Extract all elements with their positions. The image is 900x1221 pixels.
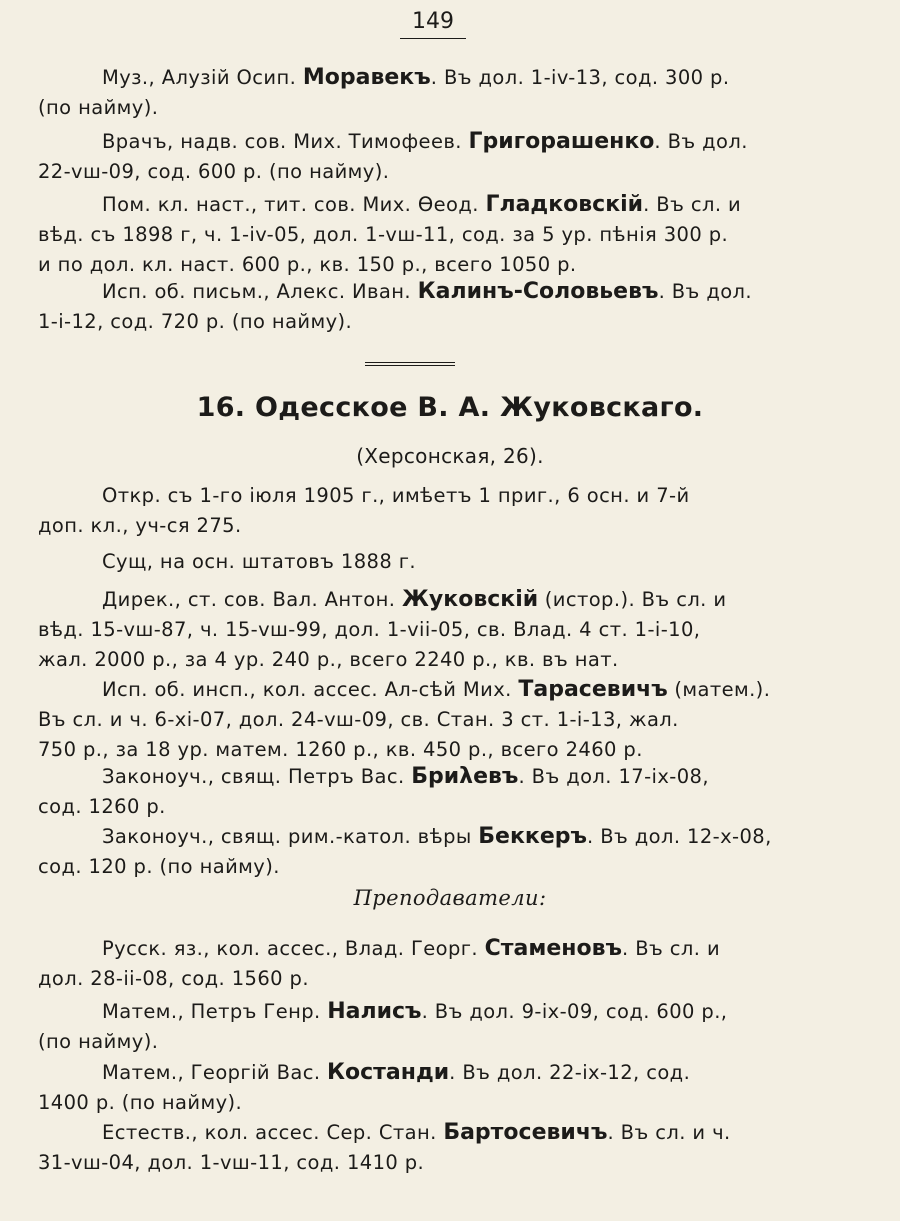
entry-position: Исп. об. письм., Алекс. Иван.: [102, 280, 412, 303]
entry-position: Врачъ, надв. сов. Мих. Тимофеев.: [102, 130, 462, 153]
entry-details: . Въ дол. 22-vш-09, сод. 600 р. (по найму).: [38, 130, 748, 183]
school-opening-note: Откр. съ 1-го іюля 1905 г., имѣетъ 1 приг., 6 осн. и 7-й доп. кл., уч-ся 275.: [38, 484, 690, 537]
staffing-note: Сущ, на осн. штатовъ 1888 г.: [102, 550, 416, 573]
entry-surname: Бартосевичъ: [443, 1120, 608, 1145]
entry-block: [38, 997, 826, 1057]
entry-details: . Въ дол. 9-ix-09, сод. 600 р., (по найму).: [38, 1000, 728, 1053]
entry-position: Исп. об. инсп., кол. ассес. Ал-сѣй Мих.: [102, 678, 512, 701]
entry-position: Русск. яз., кол. ассес., Влад. Георг.: [102, 937, 478, 960]
entry-block: [38, 1118, 826, 1178]
entry-surname: Жуковскій: [402, 587, 539, 612]
teacher-entry: [38, 997, 826, 1057]
section-note: [38, 547, 826, 577]
entry-details: . Въ дол. 1-iv-13, сод. 300 р. (по найму).: [38, 66, 730, 119]
entry-surname: Костанди: [327, 1060, 450, 1085]
entry-details: (матем.). Въ сл. и ч. 6-xi-07, дол. 24-vш-09, св. Стан. 3 ст. 1-i-13, жал. 750 р., за 18 ур. матем. 1260 р., кв. 450 р., всего 2460 р.: [38, 678, 771, 761]
teacher-entry: [38, 1118, 826, 1178]
teacher-entry: [38, 1058, 826, 1118]
entry-block: [38, 675, 826, 765]
section-address: (Херсонская, 26).: [356, 444, 544, 468]
entry-block: [38, 190, 826, 280]
entry-details: . Въ сл. и вѣд. съ 1898 г, ч. 1-iv-05, дол. 1-vш-11, сод. за 5 ур. пѣнія 300 р. и по дол. кл. наст. 600 р., кв. 150 р., всего 1050 р.: [38, 193, 742, 276]
entry-position: Матем., Петръ Генр.: [102, 1000, 321, 1023]
entry-surname: Гладковскій: [485, 192, 644, 217]
teacher-entry: [38, 934, 826, 994]
entry-position: Пом. кл. наст., тит. сов. Мих. Ѳеод.: [102, 193, 479, 216]
staff-entry: [38, 762, 826, 822]
entry-details: (истор.). Въ сл. и вѣд. 15-vш-87, ч. 15-vш-99, дол. 1-vii-05, св. Влад. 4 ст. 1-i-10, жал. 2000 р., за 4 ур. 240 р., всего 2240 р., кв. въ нат.: [38, 588, 727, 671]
staff-entry: [38, 63, 826, 123]
teachers-heading: Преподаватели:: [353, 886, 547, 910]
section-note: [38, 481, 826, 541]
entry-block: [38, 63, 826, 123]
entry-block: [38, 585, 826, 675]
entry-position: Матем., Георгій Вас.: [102, 1061, 321, 1084]
section-title: 16. Одесское В. А. Жуковскаго.: [196, 392, 704, 423]
section-separator: [365, 362, 455, 368]
entry-surname: Беккеръ: [478, 824, 588, 849]
entry-surname: Тарасевичъ: [518, 677, 668, 702]
entry-block: [38, 1058, 826, 1118]
staff-entry: [38, 277, 826, 337]
entry-block: [38, 934, 826, 994]
entry-block: [38, 762, 826, 822]
entry-position: Законоуч., свящ. рим.-катол. вѣры: [102, 825, 472, 848]
entry-details: . Въ дол. 22-ix-12, сод. 1400 р. (по найму).: [38, 1061, 691, 1114]
entry-position: Дирек., ст. сов. Вал. Антон.: [102, 588, 396, 611]
entry-details: . Въ дол. 1-i-12, сод. 720 р. (по найму).: [38, 280, 752, 333]
page-number-rule: [400, 38, 466, 39]
staff-entry: [38, 822, 826, 882]
entry-block: [38, 277, 826, 337]
entry-surname: Бриλевъ: [411, 764, 519, 789]
entry-block: [38, 127, 826, 187]
entry-position: Муз., Алузій Осип.: [102, 66, 297, 89]
entry-details: . Въ дол. 17-ix-08, сод. 1260 р.: [38, 765, 709, 818]
staff-entry: [38, 127, 826, 187]
staff-entry: [38, 675, 826, 765]
staff-entry: [38, 190, 826, 280]
entry-surname: Стаменовъ: [484, 936, 623, 961]
entry-details: . Въ сл. и дол. 28-ii-08, сод. 1560 р.: [38, 937, 721, 990]
entry-details: . Въ дол. 12-x-08, сод. 120 р. (по найму).: [38, 825, 772, 878]
entry-surname: Калинъ-Соловьевъ: [417, 279, 659, 304]
page-number: 149: [412, 9, 454, 34]
entry-position: Законоуч., свящ. Петръ Вас.: [102, 765, 405, 788]
entry-surname: Моравекъ: [302, 65, 431, 90]
entry-details: . Въ сл. и ч. 31-vш-04, дол. 1-vш-11, сод. 1410 р.: [38, 1121, 731, 1174]
entry-position: Естеств., кол. ассес. Сер. Стан.: [102, 1121, 437, 1144]
staff-entry: [38, 585, 826, 675]
entry-surname: Григорашенко: [468, 129, 655, 154]
entry-block: [38, 822, 826, 882]
entry-surname: Налисъ: [327, 999, 422, 1024]
